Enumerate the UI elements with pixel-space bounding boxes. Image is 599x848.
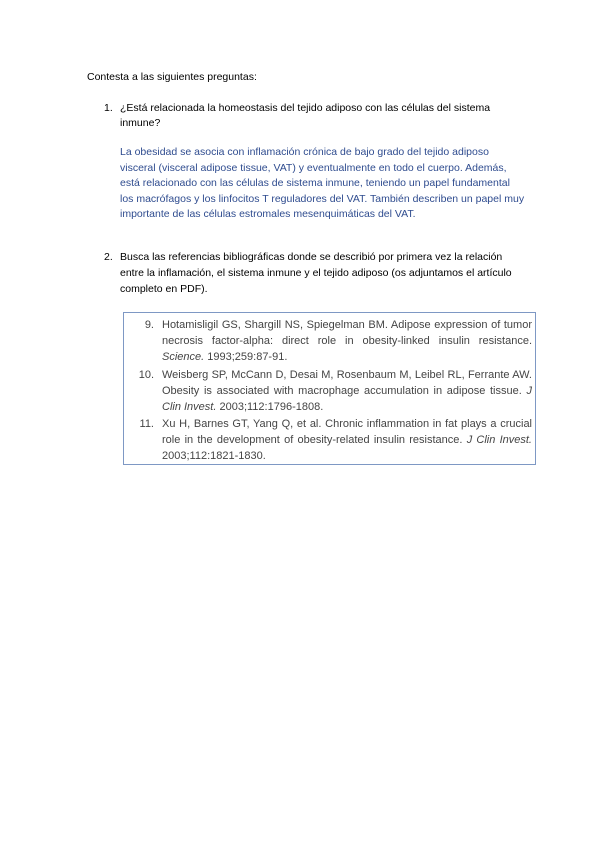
reference-item	[124, 317, 532, 366]
reference-text	[162, 317, 532, 366]
question-number: 1.	[104, 102, 113, 114]
reference-journal: Science.	[162, 351, 205, 364]
reference-item	[124, 416, 532, 465]
question-text: ¿Está relacionada la homeostasis del tejido adiposo con las células del sistema inmune?	[120, 102, 491, 129]
answer-1: La obesidad se asocia con inflamación crónica de bajo grado del tejido adiposo visceral (visceral adipose tissue, VAT) y eventualmente en todo el cuerpo. Además, está relacionado con las células de sistema inmune, teniendo un papel fundamental los macrófagos y los linfocitos T reguladores del VAT. También describen un papel muy importante de las células estromales mesenquimáticas del VAT.	[120, 146, 525, 221]
reference-number: 11.	[139, 418, 154, 430]
reference-journal: J Clin Invest.	[162, 385, 532, 414]
reference-citation: 2003;112:1796-1808.	[216, 401, 324, 414]
reference-authors-title: Hotamisligil GS, Shargill NS, Spiegelman BM. Adipose expression of tumor necrosis factor-alpha: direct role in obesity-linked insulin resistance.	[162, 319, 532, 348]
reference-journal: J Clin Invest.	[466, 434, 532, 447]
reference-citation: 1993;259:87-91.	[204, 351, 288, 364]
instructions-heading: Contesta a las siguientes preguntas:	[87, 71, 257, 83]
reference-text	[162, 416, 532, 465]
reference-text	[162, 367, 532, 416]
question-number: 2.	[104, 251, 113, 263]
reference-item	[124, 367, 532, 416]
question-text: Busca las referencias bibliográficas donde se describió por primera vez la relación entre la inflamación, el sistema inmune y el tejido adiposo (os adjuntamos el artículo completo en PDF).	[120, 251, 512, 295]
reference-citation: 2003;112:1821-1830.	[162, 450, 266, 463]
reference-number: 10.	[138, 369, 154, 381]
reference-authors-title: Xu H, Barnes GT, Yang Q, et al. Chronic inflammation in fat plays a crucial role in the development of obesity-related insulin resistance.	[162, 418, 532, 447]
question-2	[104, 249, 524, 297]
references-box	[123, 312, 536, 465]
reference-authors-title: Weisberg SP, McCann D, Desai M, Rosenbaum M, Leibel RL, Ferrante AW. Obesity is associated with macrophage accumulation in adipose tissue.	[162, 369, 532, 398]
question-1	[104, 101, 524, 131]
reference-number: 9.	[144, 319, 154, 331]
